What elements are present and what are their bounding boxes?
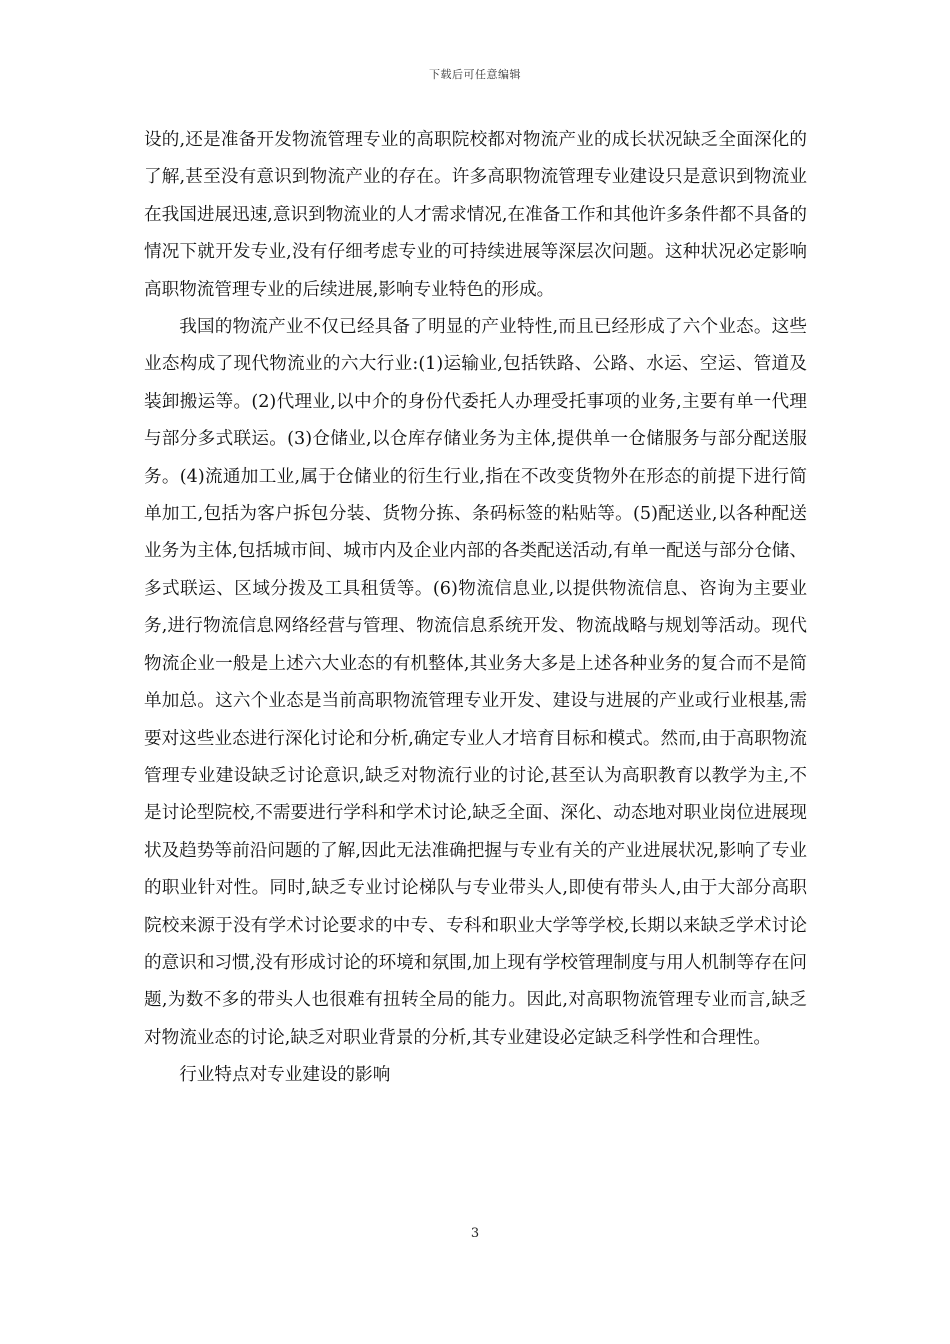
section-heading-industry-impact: 行业特点对专业建设的影响 bbox=[179, 1065, 391, 1086]
paragraph-continuation: 设的,还是准备开发物流管理专业的高职院校都对物流产业的成长状况缺乏全面深化的了解,甚至没有意识到物流产业的存在。许多高职物流管理专业建设只是意识到物流业在我国进展迅速,意识到物流业的人才需求情况,在准备工作和其他许多条件都不具备的情况下就开发专业,没有仔细考虑专业的可持续进展等深层次问题。这种状况必定影响高职物流管理专业的后续进展,影响专业特色的形成。 bbox=[144, 130, 807, 300]
document-body bbox=[144, 122, 807, 1095]
page-number: 3 bbox=[470, 1226, 480, 1241]
paragraph-logistics-formats: 我国的物流产业不仅已经具备了明显的产业特性,而且已经形成了六个业态。这些业态构成了现代物流业的六大行业:(1)运输业,包括铁路、公路、水运、空运、管道及装卸搬运等。(2)代理业,以中介的身份代委托人办理受托事项的业务,主要有单一代理与部分多式联运。(3)仓储业,以仓库存储业务为主体,提供单一仓储服务与部分配送服务。(4)流通加工业,属于仓储业的衍生行业,指在不改变货物外在形态的前提下进行简单加工,包括为客户拆包分装、货物分拣、条码标签的粘贴等。(5)配送业,以各种配送业务为主体,包括城市间、城市内及企业内部的各类配送活动,有单一配送与部分仓储、多式联运、区域分拨及工具租赁等。(6)物流信息业,以提供物流信息、咨询为主要业务,进行物流信息网络经营与管理、物流信息系统开发、物流战略与规划等活动。现代物流企业一般是上述六大业态的有机整体,其业务大多是上述各种业务的复合而不是简单加总。这六个业态是当前高职物流管理专业开发、建设与进展的产业或行业根基,需要对这些业态进行深化讨论和分析,确定专业人才培育目标和模式。然而,由于高职物流管理专业建设缺乏讨论意识,缺乏对物流行业的讨论,甚至认为高职教育以教学为主,不是讨论型院校,不需要进行学科和学术讨论,缺乏全面、深化、动态地对职业岗位进展现状及趋势等前沿问题的了解,因此无法准确把握与专业有关的产业进展状况,影响了专业的职业针对性。同时,缺乏专业讨论梯队与专业带头人,即使有带头人,由于大部分高职院校来源于没有学术讨论要求的中专、专科和职业大学等学校,长期以来缺乏学术讨论的意识和习惯,没有形成讨论的环境和氛围,加上现有学校管理制度与用人机制等存在问题,为数不多的带头人也很难有扭转全局的能力。因此,对高职物流管理专业而言,缺乏对物流业态的讨论,缺乏对职业背景的分析,其专业建设必定缺乏科学性和合理性。 bbox=[144, 317, 807, 1048]
page-header: 下载后可任意编辑 bbox=[429, 68, 521, 81]
